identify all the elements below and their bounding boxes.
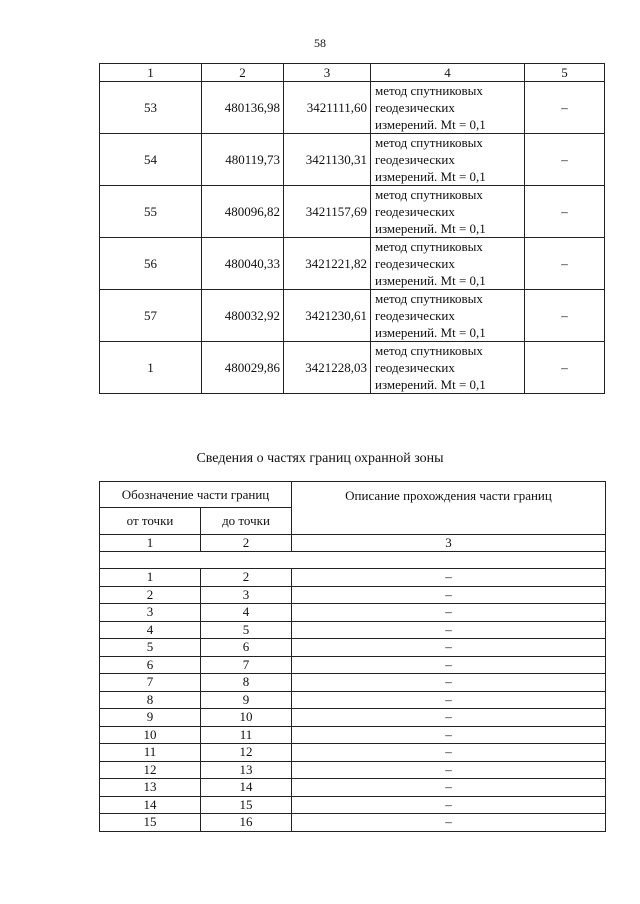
table-row — [100, 796, 606, 814]
col-number-2: 2 — [201, 535, 292, 552]
table-row — [100, 674, 606, 692]
to-point: 11 — [201, 726, 292, 744]
to-point: 16 — [201, 814, 292, 832]
from-point: 7 — [100, 674, 201, 692]
from-point: 8 — [100, 691, 201, 709]
from-point: 13 — [100, 779, 201, 797]
col-number-3: 3 — [292, 535, 606, 552]
to-point: 12 — [201, 744, 292, 762]
method-description — [371, 342, 525, 394]
point-number: 1 — [100, 342, 202, 394]
method-line: геодезических — [375, 256, 455, 271]
from-point: 12 — [100, 761, 201, 779]
col-header-1: 1 — [100, 64, 202, 82]
y-coordinate: 3421221,82 — [284, 238, 371, 290]
point-number: 57 — [100, 290, 202, 342]
x-coordinate: 480136,98 — [202, 82, 284, 134]
y-coordinate: 3421230,61 — [284, 290, 371, 342]
to-point: 4 — [201, 604, 292, 622]
part-description: – — [292, 569, 606, 587]
to-point: 2 — [201, 569, 292, 587]
parts-number-row — [100, 535, 606, 552]
to-point: 14 — [201, 779, 292, 797]
x-coordinate: 480119,73 — [202, 134, 284, 186]
from-point: 6 — [100, 656, 201, 674]
table-row — [100, 342, 605, 394]
part-description: – — [292, 639, 606, 657]
method-line: метод спутниковых — [375, 343, 483, 358]
point-number: 55 — [100, 186, 202, 238]
col-header-4: 4 — [371, 64, 525, 82]
method-line: измерений. Mt = 0,1 — [375, 325, 486, 340]
x-coordinate: 480096,82 — [202, 186, 284, 238]
method-line: метод спутниковых — [375, 187, 483, 202]
designation-header: Обозначение части границ — [100, 482, 292, 508]
y-coordinate: 3421111,60 — [284, 82, 371, 134]
table-row — [100, 639, 606, 657]
table-row — [100, 290, 605, 342]
x-coordinate: 480040,33 — [202, 238, 284, 290]
col-header-5: 5 — [525, 64, 605, 82]
point-number: 53 — [100, 82, 202, 134]
part-description: – — [292, 656, 606, 674]
table-row — [100, 82, 605, 134]
part-description: – — [292, 691, 606, 709]
method-line: метод спутниковых — [375, 135, 483, 150]
point-number: 54 — [100, 134, 202, 186]
table-row — [100, 656, 606, 674]
part-description: – — [292, 744, 606, 762]
to-point-header: до точки — [201, 508, 292, 535]
method-line: метод спутниковых — [375, 83, 483, 98]
point-number: 56 — [100, 238, 202, 290]
method-description — [371, 134, 525, 186]
from-point: 15 — [100, 814, 201, 832]
coordinates-table — [99, 63, 605, 394]
from-point: 1 — [100, 569, 201, 587]
to-point: 15 — [201, 796, 292, 814]
table-row — [100, 814, 606, 832]
method-line: измерений. Mt = 0,1 — [375, 221, 486, 236]
note-cell: – — [525, 134, 605, 186]
boundary-parts-table — [99, 481, 606, 832]
table-row — [100, 134, 605, 186]
method-line: измерений. Mt = 0,1 — [375, 117, 486, 132]
method-line: геодезических — [375, 152, 455, 167]
table-row — [100, 586, 606, 604]
from-point: 10 — [100, 726, 201, 744]
x-coordinate: 480032,92 — [202, 290, 284, 342]
to-point: 7 — [201, 656, 292, 674]
page-number: 58 — [314, 36, 326, 50]
method-line: измерений. Mt = 0,1 — [375, 169, 486, 184]
part-description: – — [292, 814, 606, 832]
method-line: измерений. Mt = 0,1 — [375, 377, 486, 392]
method-description — [371, 82, 525, 134]
y-coordinate: 3421228,03 — [284, 342, 371, 394]
table-row — [100, 569, 606, 587]
note-cell: – — [525, 186, 605, 238]
col-number-1: 1 — [100, 535, 201, 552]
table-row — [100, 691, 606, 709]
table-row — [100, 238, 605, 290]
x-coordinate: 480029,86 — [202, 342, 284, 394]
table-row — [100, 726, 606, 744]
method-line: метод спутниковых — [375, 291, 483, 306]
to-point: 6 — [201, 639, 292, 657]
method-line: геодезических — [375, 360, 455, 375]
part-description: – — [292, 586, 606, 604]
table-row — [100, 186, 605, 238]
note-cell: – — [525, 82, 605, 134]
blank-cell — [100, 552, 606, 569]
y-coordinate: 3421157,69 — [284, 186, 371, 238]
from-point-header: от точки — [100, 508, 201, 535]
method-line: метод спутниковых — [375, 239, 483, 254]
part-description: – — [292, 726, 606, 744]
y-coordinate: 3421130,31 — [284, 134, 371, 186]
from-point: 14 — [100, 796, 201, 814]
to-point: 10 — [201, 709, 292, 727]
to-point: 3 — [201, 586, 292, 604]
table-row — [100, 761, 606, 779]
section-title: Сведения о частях границ охранной зоны — [196, 451, 444, 466]
parts-header-row — [100, 482, 606, 508]
from-point: 3 — [100, 604, 201, 622]
part-description: – — [292, 761, 606, 779]
note-cell: – — [525, 290, 605, 342]
table-row — [100, 604, 606, 622]
note-cell: – — [525, 342, 605, 394]
table-row — [100, 779, 606, 797]
method-line: геодезических — [375, 204, 455, 219]
from-point: 11 — [100, 744, 201, 762]
part-description: – — [292, 674, 606, 692]
note-cell: – — [525, 238, 605, 290]
method-line: геодезических — [375, 308, 455, 323]
part-description: – — [292, 779, 606, 797]
part-description: – — [292, 621, 606, 639]
method-description — [371, 238, 525, 290]
parts-blank-row — [100, 552, 606, 569]
from-point: 5 — [100, 639, 201, 657]
table-row — [100, 621, 606, 639]
description-header: Описание прохождения части границ — [292, 482, 606, 535]
to-point: 5 — [201, 621, 292, 639]
coordinates-header-row — [100, 64, 605, 82]
to-point: 9 — [201, 691, 292, 709]
to-point: 8 — [201, 674, 292, 692]
from-point: 2 — [100, 586, 201, 604]
from-point: 4 — [100, 621, 201, 639]
method-line: измерений. Mt = 0,1 — [375, 273, 486, 288]
method-description — [371, 186, 525, 238]
part-description: – — [292, 604, 606, 622]
method-line: геодезических — [375, 100, 455, 115]
col-header-3: 3 — [284, 64, 371, 82]
method-description — [371, 290, 525, 342]
table-row — [100, 744, 606, 762]
from-point: 9 — [100, 709, 201, 727]
part-description: – — [292, 796, 606, 814]
part-description: – — [292, 709, 606, 727]
table-row — [100, 709, 606, 727]
col-header-2: 2 — [202, 64, 284, 82]
to-point: 13 — [201, 761, 292, 779]
